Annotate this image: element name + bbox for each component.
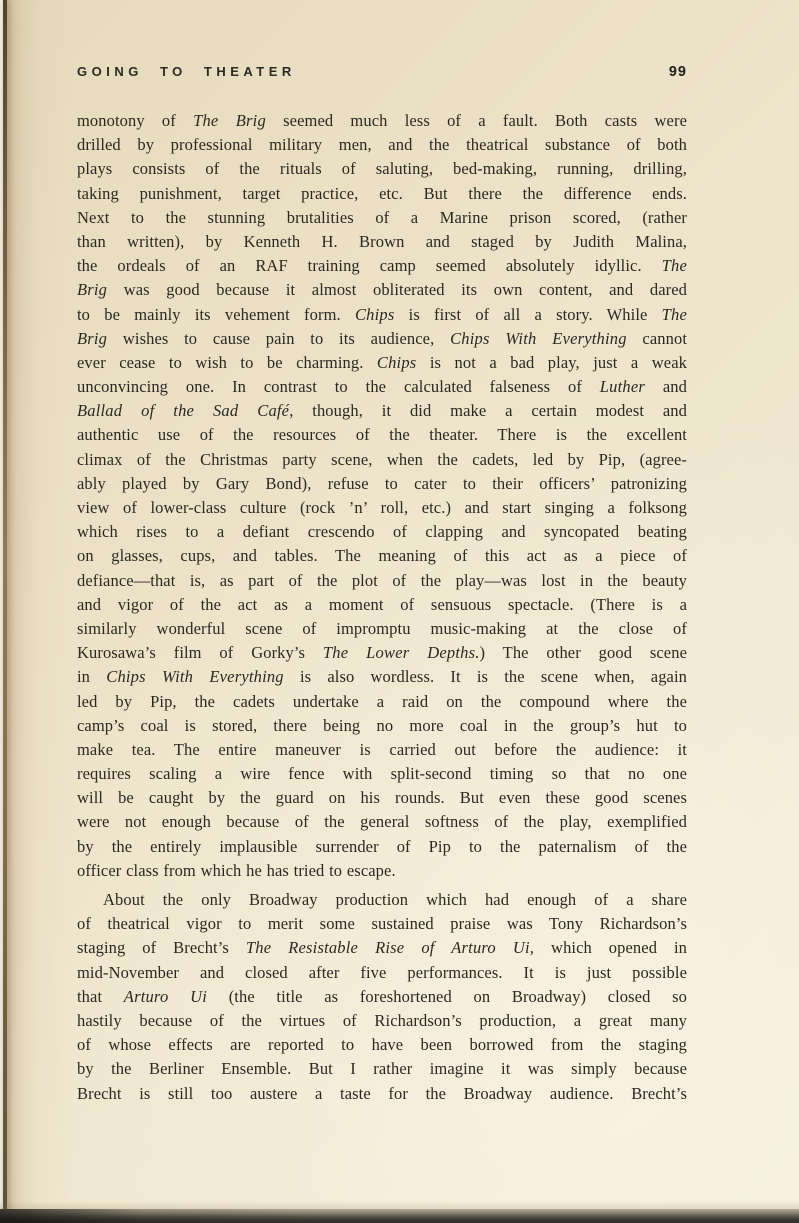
text-line: view of lower-class culture (rock ’n’ roll, etc.) and start singing a folksong: [77, 498, 687, 517]
text-line: the ordeals of an RAF training camp seemed absolutely idyllic. The: [77, 256, 687, 276]
text-line: led by Pip, the cadets undertake a raid on the compound where the: [77, 691, 687, 711]
text-line: unconvincing one. In contrast to the calculated falseness of Luther and: [77, 377, 687, 397]
text-line: Brecht is still too austere a taste for the Broadway audience. Brecht’s: [77, 1083, 687, 1103]
text-line: hastily because of the virtues of Richardson’s production, a great many: [77, 1010, 687, 1030]
text-line: officer class from which he has tried to escape.: [77, 860, 396, 880]
italic-title: Arturo Ui: [123, 986, 208, 1006]
text-line: by the entirely implausible surrender of Pip to the paternalism of the: [77, 836, 687, 856]
italic-title: The: [661, 304, 687, 324]
text-line: authentic use of the resources of the theater. There is the excellent: [77, 425, 687, 445]
text-line: mid-November and closed after five performances. It is just possible: [77, 962, 687, 982]
running-head: [77, 64, 687, 80]
paragraph: [77, 888, 687, 1106]
text-line: About the only Broadway production which had enough of a share: [103, 890, 687, 909]
text-line: Brig was good because it almost obliterated its own content, and dared: [77, 280, 687, 300]
italic-title: The: [661, 256, 687, 276]
binding-crease: [3, 0, 7, 1223]
text-line: on glasses, cups, and tables. The meaning of this act as a piece of: [77, 546, 687, 566]
text-line: plays consists of the rituals of saluting, bed-making, running, drilling,: [77, 159, 687, 179]
text-line: make tea. The entire maneuver is carried out before the audience: it: [77, 739, 687, 759]
text-line: ever cease to wish to be charming. Chips is not a bad play, just a weak: [77, 352, 687, 372]
text-line: monotony of The Brig seemed much less of a fault. Both casts were: [77, 111, 687, 130]
italic-title: Chips: [376, 352, 417, 372]
text-line: than written), by Kenneth H. Brown and staged by Judith Malina,: [77, 231, 687, 251]
book-bottom-edge: [0, 1209, 799, 1223]
text-line: of whose effects are reported to have been borrowed from the staging: [77, 1035, 687, 1055]
paragraph: [77, 109, 687, 883]
italic-title: Chips With Everything: [450, 328, 627, 348]
text-line: to be mainly its vehement form. Chips is first of all a story. While The: [77, 304, 687, 324]
text-line: ably played by Gary Bond), refuse to cater to their officers’ patronizing: [77, 473, 687, 493]
page-body: [77, 109, 687, 1106]
text-line: of theatrical vigor to merit some sustained praise was Tony Richardson’s: [77, 914, 687, 934]
italic-title: Brig: [77, 328, 108, 348]
text-line: climax of the Christmas party scene, when the cadets, led by Pip, (agree-: [77, 449, 687, 469]
text-line: which rises to a defiant crescendo of clapping and syncopated beating: [77, 522, 687, 542]
italic-title: Luther: [599, 377, 646, 397]
text-line: were not enough because of the general softness of the play, exemplified: [77, 812, 687, 832]
page-content: [77, 64, 687, 1106]
italic-title: Chips With Everything: [106, 667, 284, 687]
page-number: 99: [668, 64, 687, 80]
text-line: Kurosawa’s film of Gorky’s The Lower Depths.) The other good scene: [77, 643, 687, 663]
text-line: by the Berliner Ensemble. But I rather imagine it was simply because: [77, 1059, 687, 1079]
page-bottom-shadow: [0, 1201, 799, 1209]
text-line: defiance—that is, as part of the plot of the play—was lost in the beauty: [77, 570, 687, 590]
text-line: and vigor of the act as a moment of sensuous spectacle. (There is a: [77, 594, 687, 614]
text-line: camp’s coal is stored, there being no more coal in the group’s hut to: [77, 715, 687, 735]
italic-title: The Brig: [193, 111, 266, 130]
text-line: Next to the stunning brutalities of a Marine prison scored, (rather: [77, 207, 687, 227]
text-line: will be caught by the guard on his rounds. But even these good scenes: [77, 788, 687, 808]
italic-title: Chips: [354, 304, 395, 324]
text-line: Ballad of the Sad Café, though, it did make a certain modest and: [77, 401, 687, 421]
italic-title: The Lower Depths.: [322, 643, 480, 663]
text-line: similarly wonderful scene of impromptu music-making at the close of: [77, 618, 687, 638]
text-line: in Chips With Everything is also wordless. It is the scene when, again: [77, 667, 687, 687]
text-line: Brig wishes to cause pain to its audience, Chips With Everything cannot: [77, 328, 687, 348]
text-line: staging of Brecht’s The Resistable Rise of Arturo Ui, which opened in: [77, 938, 687, 958]
text-line: taking punishment, target practice, etc. But there the difference ends.: [77, 183, 687, 203]
italic-title: Brig: [77, 280, 108, 300]
chapter-title: GOING TO THEATER: [77, 64, 296, 79]
text-line: drilled by professional military men, and the theatrical substance of both: [77, 135, 687, 155]
italic-title: Ballad of the Sad Café: [77, 401, 290, 421]
text-line: requires scaling a wire fence with split-second timing so that no one: [77, 764, 687, 784]
italic-title: The Resistable Rise of Arturo Ui,: [245, 938, 535, 958]
text-line: that Arturo Ui (the title as foreshortened on Broadway) closed so: [77, 986, 687, 1006]
